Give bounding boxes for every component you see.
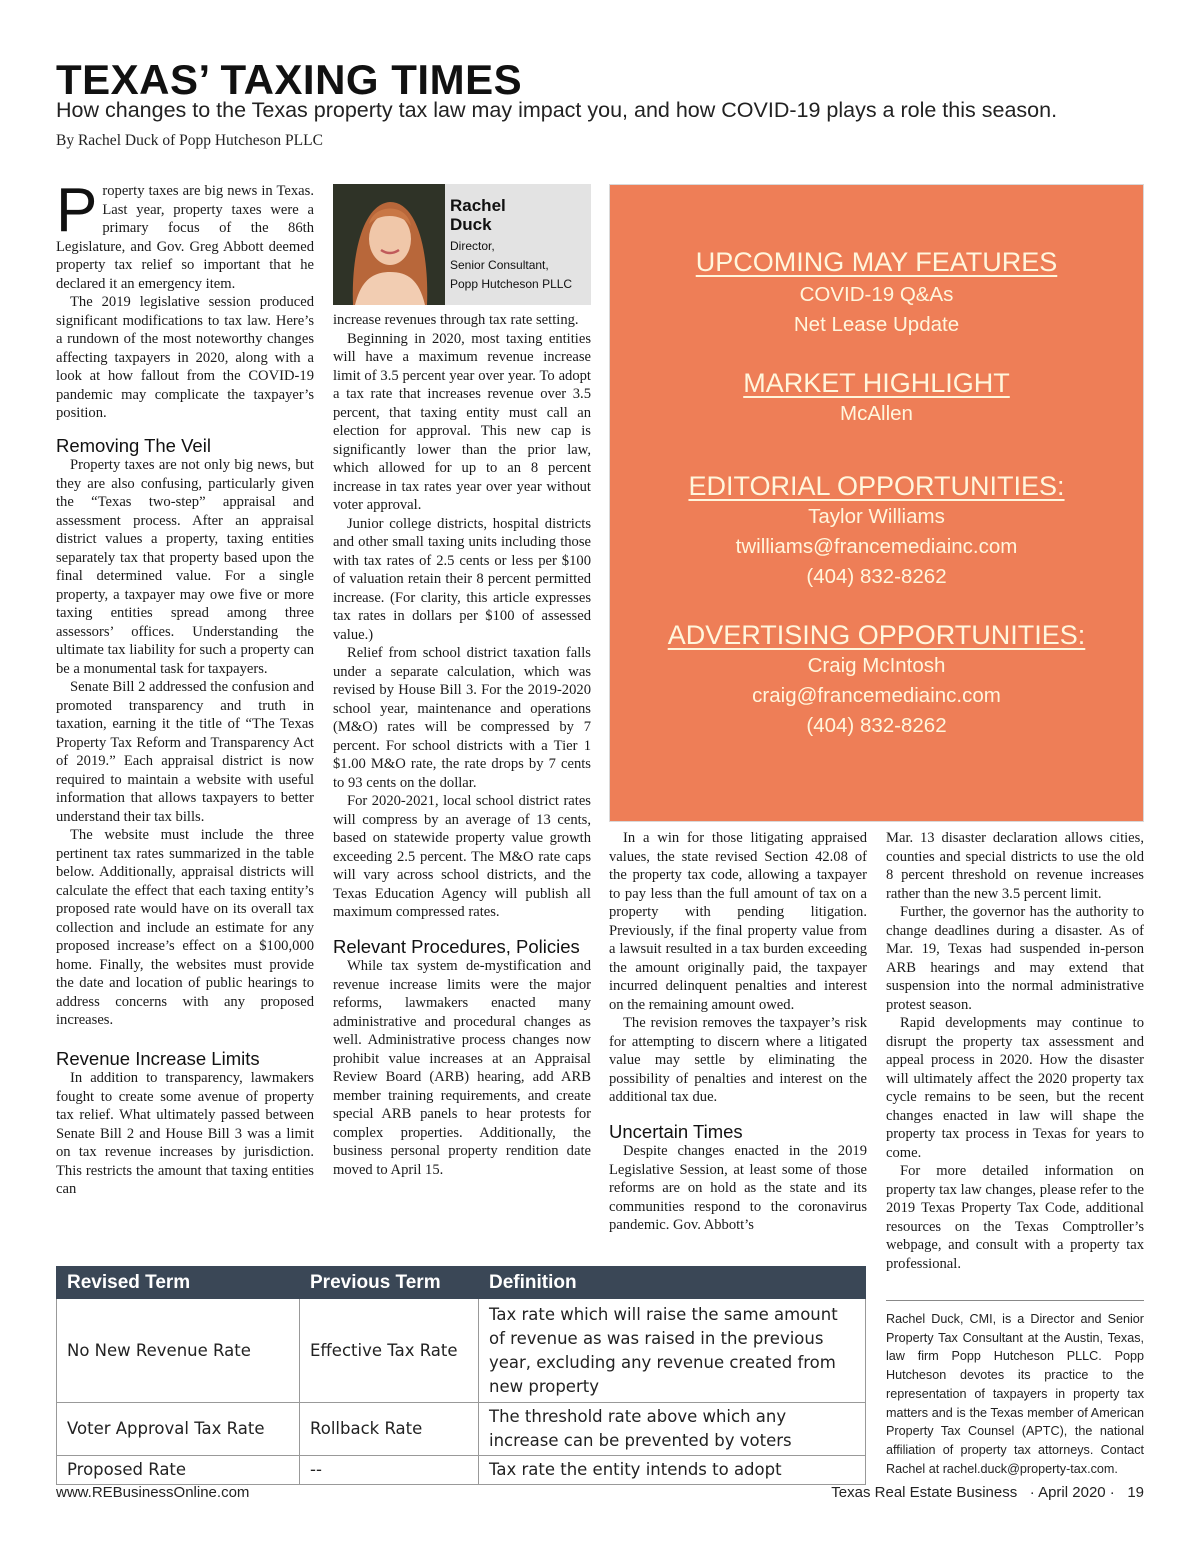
promo-heading: MARKET HIGHLIGHT: [743, 368, 1010, 398]
table-cell: Proposed Rate: [57, 1456, 300, 1485]
article-subtitle: How changes to the Texas property tax law may impact you, and how COVID-19 plays a role this season.: [56, 98, 1058, 122]
paragraph: Senate Bill 2 addressed the confusion and promoted transparency and truth in taxation, earning it the title of “The Texas Property Tax Reform and Transparency Act of 2019.” Each appraisal district is now required to maintain a website with useful information that allows taxpayers to better understand their tax bills.: [56, 679, 314, 825]
table-row: [57, 1456, 866, 1485]
footer-publication: Texas Real Estate Business: [831, 1484, 1018, 1501]
drop-cap: P: [56, 176, 98, 245]
table-cell: Voter Approval Tax Rate: [57, 1403, 300, 1456]
paragraph: Despite changes enacted in the 2019 Legislative Session, at least some of those reforms are on hold as the state and its communities respond to the coronavirus pandemic. Gov. Abbott’s: [609, 1143, 867, 1233]
table-row: [57, 1403, 866, 1456]
paragraph: While tax system de-mystification and revenue increase limits were the major reforms, lawmakers enacted many administrative and procedural changes as well. Administrative process changes now prohibit value increases at an Appraisal Review Board (ARB) hearing, add ARB member training requirements, and create special ARB panels to hear protests for complex properties. Additionally, the business personal property rendition date moved to April 15.: [333, 958, 591, 1178]
promo-heading: ADVERTISING OPPORTUNITIES:: [667, 620, 1086, 650]
article-column-2: [333, 311, 591, 1179]
table-cell: Tax rate the entity intends to adopt: [479, 1456, 866, 1485]
author-bio: Rachel Duck, CMI, is a Director and Senior Property Tax Consultant at the Austin, Texas, law firm Popp Hutcheson PLLC. Popp Hutcheson devotes its practice to the representation of taxpayers in property tax matters and is the Texas member of American Property Tax Counsel (APTC), the national affiliation of property tax attorneys. Contact Rachel at rachel.duck@property-tax.com.: [886, 1312, 1144, 1476]
section-heading: Uncertain Times: [609, 1120, 743, 1142]
footer-publication-info: [831, 1484, 1144, 1501]
paragraph: In a win for those litigating appraised values, the state revised Section 42.08 of the property tax code, allowing a taxpayer to pay less than the full amount of tax on a property with pending litigation. Previously, if the final property value from a lawsuit resulted in a tax burden exceeding the amount originally paid, the taxpayer incurred delinquent penalties and interest on the remaining amount owed.: [609, 830, 867, 1013]
table-cell: --: [300, 1456, 479, 1485]
byline: By Rachel Duck of Popp Hutcheson PLLC: [56, 132, 323, 149]
author-photo-illustration: [333, 184, 445, 305]
promo-phone: (404) 832-8262: [806, 714, 947, 737]
promo-line: Net Lease Update: [793, 313, 960, 336]
promo-contact-name: Craig McIntosh: [807, 654, 946, 677]
table-cell: Rollback Rate: [300, 1403, 479, 1456]
footer-separator: ·: [1021, 1484, 1039, 1501]
author-role: Director, Senior Consultant, Popp Hutcheson PLLC: [450, 239, 573, 291]
footer-issue: April 2020: [1038, 1484, 1106, 1501]
article-column-1: [56, 176, 314, 1199]
promo-phone: (404) 832-8262: [806, 565, 947, 588]
paragraph: increase revenues through tax rate setting.: [333, 312, 579, 328]
paragraph: The revision removes the taxpayer’s risk for attempting to discern where a litigated value may settle by eliminating the possibility of penalties and interest on the additional tax due.: [609, 1015, 867, 1105]
section-heading: Relevant Procedures, Policies: [333, 935, 580, 957]
table-cell: Effective Tax Rate: [300, 1299, 479, 1403]
page-number: 19: [1127, 1484, 1144, 1501]
paragraph: Further, the governor has the authority to change deadlines during a disaster. As of Mar. 19, Texas had suspended in-person ARB hearings and may extend that suspension into the normal administrative protest season.: [886, 904, 1144, 1013]
promo-heading: UPCOMING MAY FEATURES: [695, 247, 1058, 277]
table-header: Definition: [479, 1267, 866, 1299]
table-row: [57, 1299, 866, 1403]
promo-email[interactable]: twilliams@francemediainc.com: [735, 535, 1018, 558]
bio-divider: [886, 1300, 1144, 1301]
footer-website[interactable]: www.REBusinessOnline.com: [56, 1484, 250, 1501]
promo-contact-name: Taylor Williams: [808, 505, 945, 528]
paragraph: The website must include the three pertinent tax rates summarized in the table below. Additionally, appraisal districts will calculate the effect that each taxing entity’s proposed rate would have on its overall tax collection and include an estimate for any proposed increase’s effect on a $100,000 home. Finally, the websites must provide the date and location of public hearings to address concerns with any proposed increases.: [56, 827, 314, 1028]
promo-line: COVID-19 Q&As: [799, 283, 954, 306]
footer-separator: ·: [1109, 1484, 1124, 1501]
paragraph: For more detailed information on property tax law changes, please refer to the 2019 Texas Property Tax Code, additional resources on the Texas Comptroller’s webpage, and consult with a property tax professional.: [886, 1163, 1144, 1272]
promo-heading: EDITORIAL OPPORTUNITIES:: [688, 471, 1065, 501]
tax-terms-table: [56, 1266, 866, 1485]
upcoming-features-box: [609, 184, 1144, 822]
paragraph: Beginning in 2020, most taxing entities will have a maximum revenue increase limit of 3.5 percent year over year. To adopt a tax rate that increases revenue over 3.5 percent, that taxing entity must call an election for approval. This new cap is significantly lower than the prior law, which allowed for up to an 8 percent increase in tax rates year over year without voter approval.: [333, 330, 591, 513]
paragraph: In addition to transparency, lawmakers fought to create some avenue of property tax relief. What ultimately passed between Senate Bill 2 and House Bill 3 was a limit on tax revenue increases by jurisdiction. This restricts the amount that taxing entities can: [56, 1070, 314, 1197]
author-photo: [333, 184, 445, 305]
article-column-3: [609, 829, 867, 1235]
table-header: Previous Term: [300, 1267, 479, 1299]
paragraph: The 2019 legislative session produced significant modifications to tax law. Here’s a rundown of the most noteworthy changes affecting taxpayers in 2020, along with a look at how fallout from the COVID-19 pandemic may complicate the taxpayer’s position.: [56, 294, 314, 421]
section-heading: Revenue Increase Limits: [56, 1047, 260, 1069]
paragraph: Junior college districts, hospital districts and other small taxing units including those with tax rates of 2.5 cents or less per $100 of valuation retain their 8 percent permitted increase. (For clarity, this article expresses tax rates in dollars per $100 of assessed value.): [333, 515, 591, 643]
paragraph: For 2020-2021, local school district rates will compress by an average of 13 cents, based on statewide property value growth exceeding 2.5 percent. The M&O rate caps will vary across school districts, and the Texas Education Agency will publish all maximum compressed rates.: [333, 793, 591, 920]
paragraph: Relief from school district taxation falls under a separate calculation, which was revised by House Bill 3. For the 2019-2020 school year, maintenance and operations (M&O) rates will be compressed by 7 percent. For school districts with a Tier 1 $1.00 M&O rate, the rate drops by 7 cents to 93 cents on the dollar.: [333, 645, 591, 791]
table-cell: Tax rate which will raise the same amount of revenue as was raised in the previous year, excluding any revenue created from new property: [479, 1299, 866, 1403]
paragraph: Property taxes are not only big news, but they are also confusing, particularly given the “Texas two-step” appraisal and assessment process. After an appraisal district values a property, taxing entities separately tax that property based upon the final determined value. For a single property, a taxpayer may owe five or more taxing entities spread among three assessors’ offices. Understanding the ultimate tax liability for such a property can be a monumental task for taxpayers.: [56, 457, 314, 677]
article-title: TEXAS’ TAXING TIMES: [56, 56, 523, 103]
table-header: Revised Term: [57, 1267, 300, 1299]
paragraph: Mar. 13 disaster declaration allows cities, counties and special districts to use the old 8 percent threshold on revenue increases rather than the new 3.5 percent limit.: [886, 830, 1144, 902]
author-profile: [333, 184, 591, 305]
paragraph: Property taxes are big news in Texas. Last year, property taxes were a primary focus of the 86th Legislature, and Gov. Greg Abbott deemed property tax relief so important that he declared it an emergency item.: [56, 176, 314, 292]
author-name: Rachel Duck: [450, 196, 506, 234]
table-cell: No New Revenue Rate: [57, 1299, 300, 1403]
table-header-row: [57, 1267, 866, 1299]
paragraph: Rapid developments may continue to disrupt the property tax assessment and appeal process in 2020. How the disaster will ultimately affect the 2020 property tax cycle remains to be seen, but the recent changes enacted in law will shape the property tax process in Texas for years to come.: [886, 1015, 1144, 1161]
table-cell: The threshold rate above which any increase can be prevented by voters: [479, 1403, 866, 1456]
article-column-4: [886, 829, 1144, 1273]
section-heading: Removing The Veil: [56, 434, 211, 456]
promo-email[interactable]: craig@francemediainc.com: [752, 684, 1001, 707]
promo-line: McAllen: [840, 402, 913, 425]
